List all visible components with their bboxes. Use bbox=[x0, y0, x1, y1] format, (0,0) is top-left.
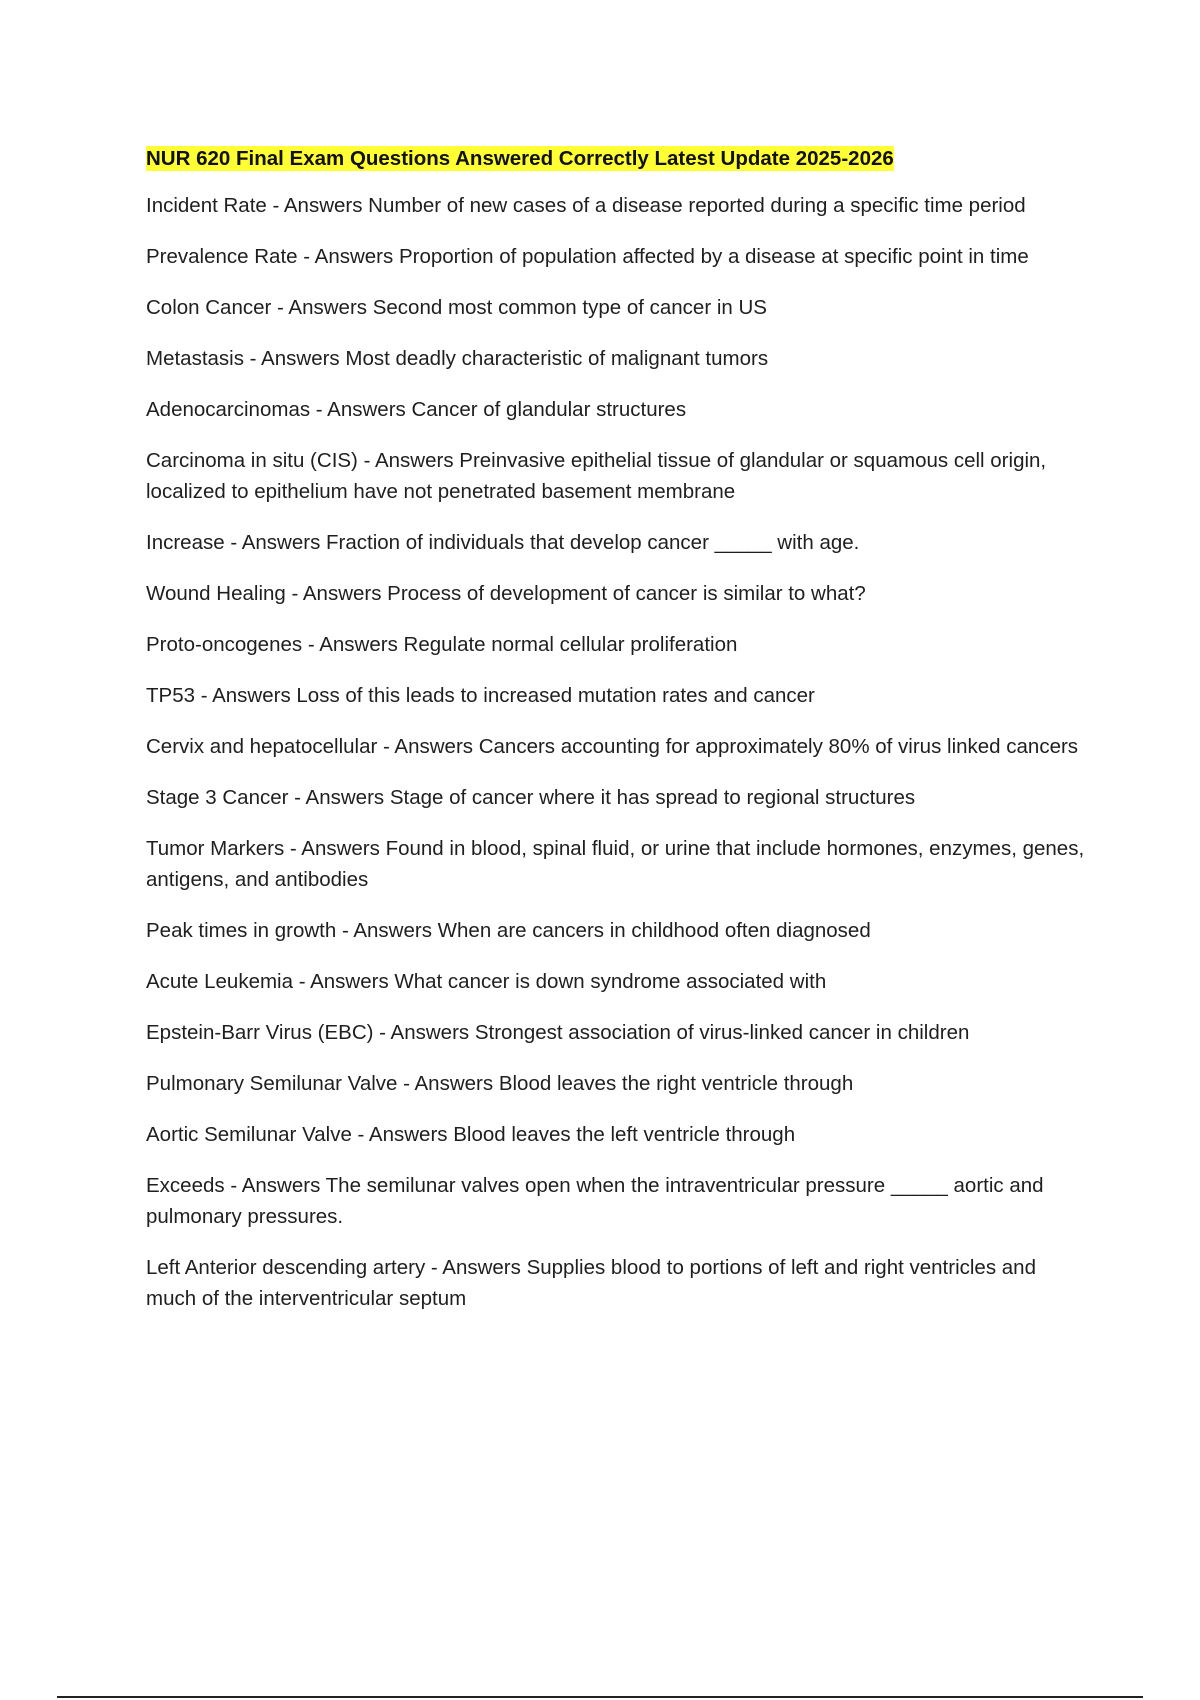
title-row bbox=[146, 145, 1091, 173]
qa-item-wound-healing: Wound Healing - Answers Process of development of cancer is similar to what? bbox=[146, 582, 866, 605]
footer-divider bbox=[57, 1696, 1143, 1698]
qa-item-carcinoma-in-situ: Carcinoma in situ (CIS) - Answers Preinvasive epithelial tissue of glandular or squamous cell origin, localized to epithelium have not penetrated basement membrane bbox=[146, 449, 1047, 503]
qa-item-metastasis: Metastasis - Answers Most deadly characteristic of malignant tumors bbox=[146, 347, 769, 370]
qa-item-left-anterior-descending: Left Anterior descending artery - Answers Supplies blood to portions of left and right ventricles and much of the interventricular septum bbox=[146, 1256, 1036, 1310]
document-content bbox=[146, 145, 1091, 1334]
qa-item-acute-leukemia: Acute Leukemia - Answers What cancer is down syndrome associated with bbox=[146, 970, 827, 993]
qa-item-peak-times-growth: Peak times in growth - Answers When are cancers in childhood often diagnosed bbox=[146, 919, 871, 942]
qa-item-proto-oncogenes: Proto-oncogenes - Answers Regulate normal cellular proliferation bbox=[146, 633, 738, 656]
qa-item-tp53: TP53 - Answers Loss of this leads to increased mutation rates and cancer bbox=[146, 684, 815, 707]
qa-item-adenocarcinomas: Adenocarcinomas - Answers Cancer of glandular structures bbox=[146, 398, 687, 421]
qa-item-increase: Increase - Answers Fraction of individuals that develop cancer _____ with age. bbox=[146, 531, 860, 554]
qa-item-tumor-markers: Tumor Markers - Answers Found in blood, spinal fluid, or urine that include hormones, enzymes, genes, antigens, and antibodies bbox=[146, 837, 1085, 891]
qa-item-exceeds: Exceeds - Answers The semilunar valves open when the intraventricular pressure _____ aortic and pulmonary pressures. bbox=[146, 1174, 1044, 1228]
qa-item-prevalence-rate: Prevalence Rate - Answers Proportion of population affected by a disease at specific point in time bbox=[146, 245, 1029, 268]
qa-item-colon-cancer: Colon Cancer - Answers Second most common type of cancer in US bbox=[146, 296, 767, 319]
qa-item-pulmonary-semilunar-valve: Pulmonary Semilunar Valve - Answers Blood leaves the right ventricle through bbox=[146, 1072, 854, 1095]
qa-item-epstein-barr-virus: Epstein-Barr Virus (EBC) - Answers Strongest association of virus-linked cancer in children bbox=[146, 1021, 970, 1044]
qa-list bbox=[146, 190, 1091, 1314]
qa-item-aortic-semilunar-valve: Aortic Semilunar Valve - Answers Blood leaves the left ventricle through bbox=[146, 1123, 796, 1146]
document-title: NUR 620 Final Exam Questions Answered Correctly Latest Update 2025-2026 bbox=[146, 147, 894, 170]
qa-item-cervix-hepatocellular: Cervix and hepatocellular - Answers Cancers accounting for approximately 80% of virus linked cancers bbox=[146, 735, 1079, 758]
qa-item-stage-3-cancer: Stage 3 Cancer - Answers Stage of cancer where it has spread to regional structures bbox=[146, 786, 916, 809]
qa-item-incident-rate: Incident Rate - Answers Number of new cases of a disease reported during a specific time period bbox=[146, 194, 1026, 217]
